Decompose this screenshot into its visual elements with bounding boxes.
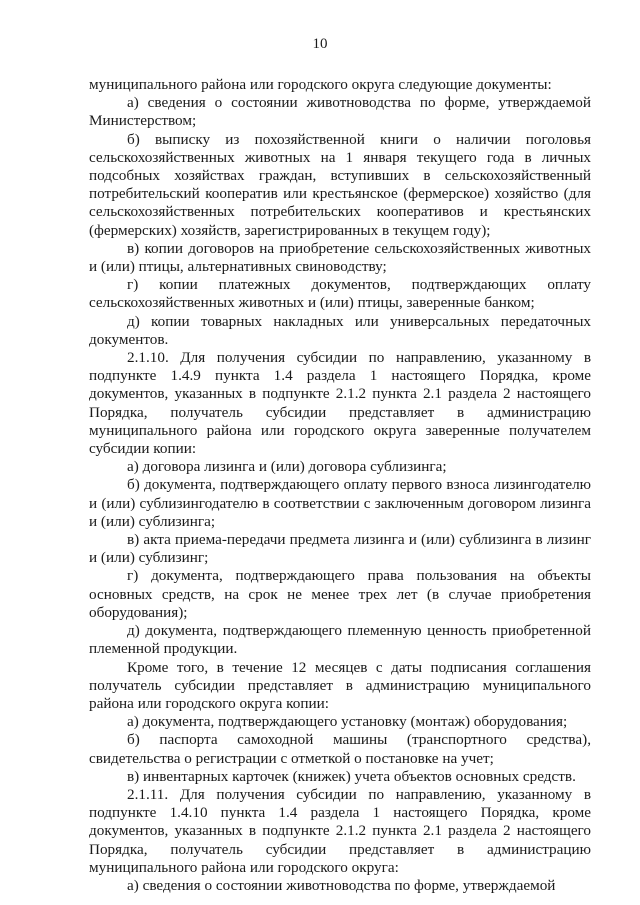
clause-2-1-11: 2.1.11. Для получения субсидии по направлению, указанному в подпункте 1.4.10 пункта 1.4 раздела 1 настоящего Порядка, кроме документов, указанных в подпункте 2.1.2 пункта 2.1 раздела 2 настоящего Порядка, получатель субсидии представляет в администрацию муниципального района или городского округа:: [89, 785, 591, 876]
document-body: [89, 76, 591, 895]
list-item-v-purchase-contracts: в) копии договоров на приобретение сельскохозяйственных животных и (или) птицы, альтернативных свиноводству;: [89, 239, 591, 276]
paragraph-within-12-months: Кроме того, в течение 12 месяцев с даты подписания соглашения получатель субсидии представляет в администрацию муниципального района или городского округа копии:: [89, 658, 591, 712]
page-number: 10: [312, 36, 328, 52]
list-item-b-first-payment: б) документа, подтверждающего оплату первого взноса лизингодателю и (или) сублизингодателю в соответствии с заключенным договором лизинга и (или) сублизинга;: [89, 476, 591, 530]
list-item-a-livestock-report-continued: а) сведения о состоянии животноводства по форме, утверждаемой: [127, 876, 556, 894]
list-item-b-machine-passport: б) паспорта самоходной машины (транспортного средства), свидетельства о регистрации с отметкой о постановке на учет;: [89, 731, 591, 767]
list-item-g-usage-rights: г) документа, подтверждающего права пользования на объекты основных средств, на срок не менее трех лет (в случае приобретения оборудования);: [89, 567, 591, 621]
list-item-d-waybills: д) копии товарных накладных или универсальных передаточных документов.: [89, 312, 591, 348]
list-item-b-household-book-extract: б) выписку из похозяйственной книги о наличии поголовья сельскохозяйственных животных на 1 января текущего года в личных подсобных хозяйствах граждан, вступивших в сельскохозяйственный потребительский кооператив или крестьянское (фермерское) хозяйство (для сельскохозяйственных потребительских кооперативов и крестьянских (фермерских) хозяйств, зарегистрированных в текущем году);: [89, 130, 591, 239]
list-item-v-inventory-cards: в) инвентарных карточек (книжек) учета объектов основных средств.: [127, 767, 576, 785]
list-item-a-installation: а) документа, подтверждающего установку (монтаж) оборудования;: [127, 713, 568, 731]
list-item-d-breeding-value: д) документа, подтверждающего племенную ценность приобретенной племенной продукции.: [89, 622, 591, 658]
list-item-v-acceptance-act: в) акта приема-передачи предмета лизинга и (или) сублизинга в лизинг и (или) сублизинг;: [89, 531, 591, 567]
list-item-a-livestock-report: а) сведения о состоянии животноводства по форме, утверждаемой Министерством;: [89, 94, 591, 130]
list-item-a-leasing-contract: а) договора лизинга и (или) договора сублизинга;: [127, 458, 447, 476]
clause-2-1-10: 2.1.10. Для получения субсидии по направлению, указанному в подпункте 1.4.9 пункта 1.4 раздела 1 настоящего Порядка, кроме документов, указанных в подпункте 2.1.2 пункта 2.1 раздела 2 настоящего Порядка, получатель субсидии представляет в администрацию муниципального района или городского округа заверенные получателем субсидии копии:: [89, 349, 591, 458]
paragraph-intro: муниципального района или городского округа следующие документы:: [89, 76, 552, 93]
list-item-g-payment-documents: г) копии платежных документов, подтверждающих оплату сельскохозяйственных животных и (или) птицы, заверенные банком;: [89, 276, 591, 312]
